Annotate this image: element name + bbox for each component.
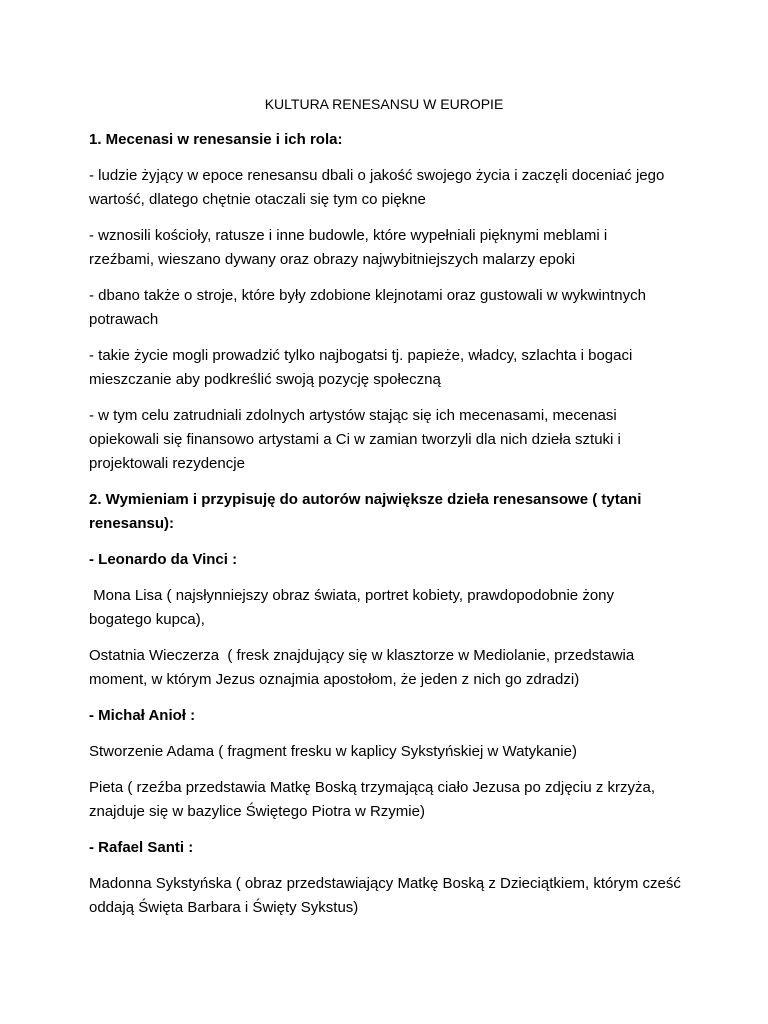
artist-name: - Michał Anioł : [89, 707, 196, 724]
paragraph-line: Stworzenie Adama ( fragment fresku w kaplicy Sykstyńskiej w Watykanie) [89, 743, 577, 760]
paragraph-line: Ostatnia Wieczerza ( fresk znajdujący się w klasztorze w Mediolanie, przedstawia [89, 647, 635, 664]
work-mona-lisa [89, 584, 689, 632]
paragraph-line: moment, w którym Jezus oznajmia apostołom, że jeden z nich go zdradzi) [89, 671, 580, 688]
paragraph-line: oddają Święta Barbara i Święty Sykstus) [89, 899, 359, 916]
section1-heading [89, 128, 689, 152]
section1-paragraph-2 [89, 224, 689, 272]
paragraph-line: renesansu): [89, 515, 175, 532]
paragraph-line: 2. Wymieniam i przypisuję do autorów największe dzieła renesansowe ( tytani [89, 491, 642, 508]
paragraph-line: - dbano także o stroje, które były zdobione klejnotami oraz gustowali w wykwintnych [89, 287, 646, 304]
paragraph-line: bogatego kupca), [89, 611, 205, 628]
section1-paragraph-4 [89, 344, 689, 392]
paragraph-line: opiekowali się finansowo artystami a Ci w zamian tworzyli dla nich dzieła sztuki i [89, 431, 621, 448]
paragraph-line: znajduje się w bazylice Świętego Piotra w Rzymie) [89, 803, 425, 820]
paragraph-line: Madonna Sykstyńska ( obraz przedstawiający Matkę Boską z Dzieciątkiem, którym cześć [89, 875, 681, 892]
paragraph-line: potrawach [89, 311, 159, 328]
document-title: KULTURA RENESANSU W EUROPIE [264, 96, 504, 112]
section1-paragraph-5 [89, 404, 689, 476]
paragraph-line: - w tym celu zatrudniali zdolnych artystów stając się ich mecenasami, mecenasi [89, 407, 617, 424]
artist-name: - Leonardo da Vinci : [89, 551, 238, 568]
artist-leonardo-heading [89, 548, 689, 572]
artist-raphael-heading [89, 836, 689, 860]
paragraph-line: projektowali rezydencje [89, 455, 245, 472]
paragraph-line: - takie życie mogli prowadzić tylko najbogatsi tj. papieże, władcy, szlachta i bogaci [89, 347, 633, 364]
paragraph-line: rzeźbami, wieszano dywany oraz obrazy najwybitniejszych malarzy epoki [89, 251, 576, 268]
paragraph-line: mieszczanie aby podkreślić swoją pozycję społeczną [89, 371, 441, 388]
artist-michelangelo-heading [89, 704, 689, 728]
work-sistine-madonna [89, 872, 689, 920]
section2-heading [89, 488, 689, 536]
work-pieta [89, 776, 689, 824]
paragraph-line: - wznosili kościoły, ratusze i inne budowle, które wypełniali pięknymi meblami i [89, 227, 608, 244]
paragraph-line: Mona Lisa ( najsłynniejszy obraz świata, portret kobiety, prawdopodobnie żony [89, 587, 614, 604]
paragraph-line: - ludzie żyjący w epoce renesansu dbali o jakość swojego życia i zaczęli doceniać jego [89, 167, 665, 184]
work-last-supper [89, 644, 689, 692]
work-creation-of-adam [89, 740, 689, 764]
section1-heading-text: 1. Mecenasi w renesansie i ich rola: [89, 131, 343, 148]
artist-name: - Rafael Santi : [89, 839, 194, 856]
paragraph-line: Pieta ( rzeźba przedstawia Matkę Boską trzymającą ciało Jezusa po zdjęciu z krzyża, [89, 779, 656, 796]
section1-paragraph-3 [89, 284, 689, 332]
section1-paragraph-1 [89, 164, 689, 212]
paragraph-line: wartość, dlatego chętnie otaczali się tym co piękne [89, 191, 426, 208]
